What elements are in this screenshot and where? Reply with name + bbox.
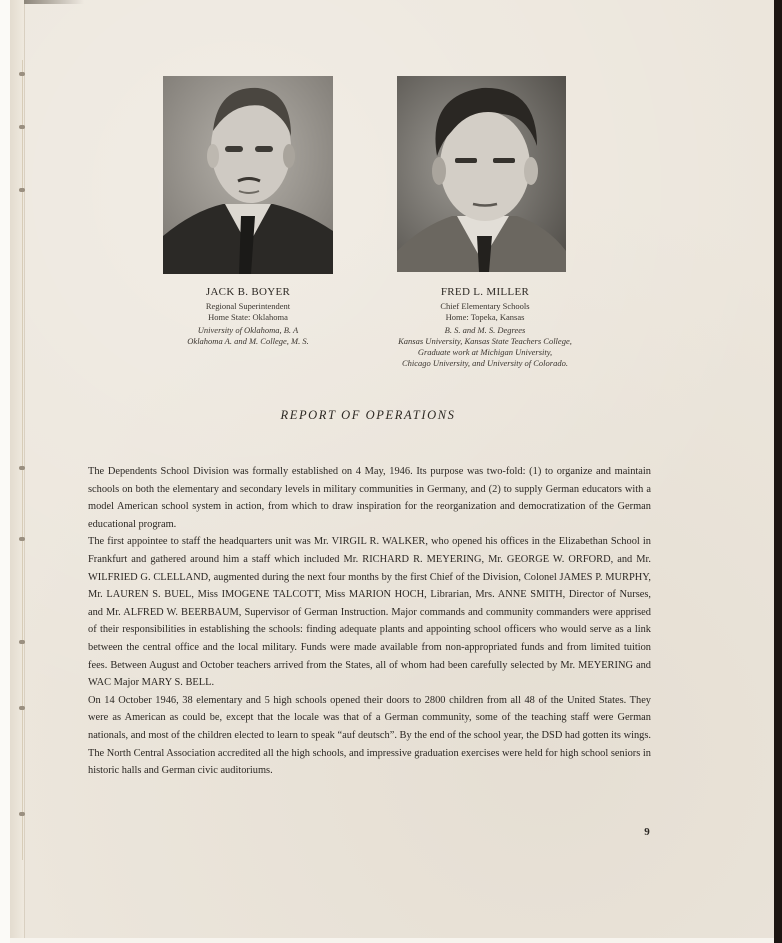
section-heading: REPORT OF OPERATIONS	[280, 408, 456, 422]
person-photo-icon	[163, 76, 333, 274]
paragraph: The Dependents School Division was formally established on 4 May, 1946. Its purpose was two-fold: (1) to organize and maintain schools on both the elementary and secondary levels in military communities in Germany, and (2) to supply German educators with a model American school system in action, from which to draw inspiration for the reorganization and democratization of the German educational program.	[88, 466, 651, 530]
person-education: Oklahoma A. and M. College, M. S.	[187, 336, 309, 346]
page-number: 9	[644, 826, 650, 838]
binding-stitch-icon	[19, 537, 25, 541]
scan-margin	[0, 0, 10, 943]
person-education: Graduate work at Michigan University,	[417, 347, 553, 357]
person-education: Chicago University, and University of Colorado.	[402, 358, 568, 368]
portrait-caption-miller	[376, 287, 594, 369]
binding-stitch-icon	[19, 812, 25, 816]
person-title: Regional Superintendent	[205, 301, 291, 311]
binding-stitch-icon	[19, 125, 25, 129]
portrait-caption-boyer	[153, 287, 343, 347]
person-home: Home: Topeka, Kansas	[445, 312, 525, 322]
portrait-photo-miller	[397, 76, 566, 272]
binding-stitch-icon	[19, 188, 25, 192]
person-title: Chief Elementary Schools	[440, 301, 530, 311]
person-home: Home State: Oklahoma	[208, 312, 288, 322]
portrait-photo-boyer	[163, 76, 333, 274]
binding-stitch-icon	[19, 72, 25, 76]
scan-shadow	[24, 0, 84, 4]
scan-edge	[774, 0, 782, 943]
person-photo-icon	[397, 76, 566, 272]
binding-stitch-icon	[19, 466, 25, 470]
scan-edge-bottom	[10, 938, 774, 943]
binding-stitch-icon	[19, 706, 25, 710]
binding-stitch-icon	[19, 640, 25, 644]
paragraph: On 14 October 1946, 38 elementary and 5 high schools opened their doors to 2800 children from all 48 of the United States. They were as American as could be, except that the locale was that of a German community, some of the teaching staff were German nationals, and most of the children elected to learn to speak “auf deutsch”. By the end of the school year, the DSD had gotten its wings. The North Central Association accredited all the high schools, and impressive graduation exercises were held for high school seniors in historic halls and German civic auditoriums.	[88, 694, 651, 777]
binding-thread	[22, 60, 23, 860]
person-education: B. S. and M. S. Degrees	[444, 325, 526, 335]
person-education: Kansas University, Kansas State Teachers College,	[398, 336, 572, 346]
person-name: JACK B. BOYER	[205, 286, 291, 298]
paragraph: The first appointee to staff the headquarters unit was Mr. VIRGIL R. WALKER, who opened his offices in the Elizabethan School in Frankfurt and gathered around him a staff which included Mr. RICHARD R. MEYERING, Mr. GEORGE W. ORFORD, and Mr. WILFRIED G. CLELLAND, augmented during the next four months by the first Chief of the Division, Colonel JAMES P. MURPHY, Mr. LAUREN S. BUEL, Miss IMOGENE TALCOTT, Miss MARION HOCH, Librarian, Mrs. ANNE SMITH, Director of Nurses, and Mr. ALFRED W. BEERBAUM, Supervisor of German Instruction. Major commands and community commanders were apprised of their responsibilities in establishing the schools: finding adequate plants and appointing school officers who would serve as a link between the central office and the local military. Funds were made available from non-appropriated funds and from limited tuition fees. Between August and October teachers arrived from the States, all of whom had been carefully selected by Mr. MEYERING and WAC Major MARY S. BELL.	[88, 536, 651, 689]
body-text	[88, 463, 651, 780]
person-name: FRED L. MILLER	[440, 286, 530, 298]
person-education: University of Oklahoma, B. A	[197, 325, 299, 335]
